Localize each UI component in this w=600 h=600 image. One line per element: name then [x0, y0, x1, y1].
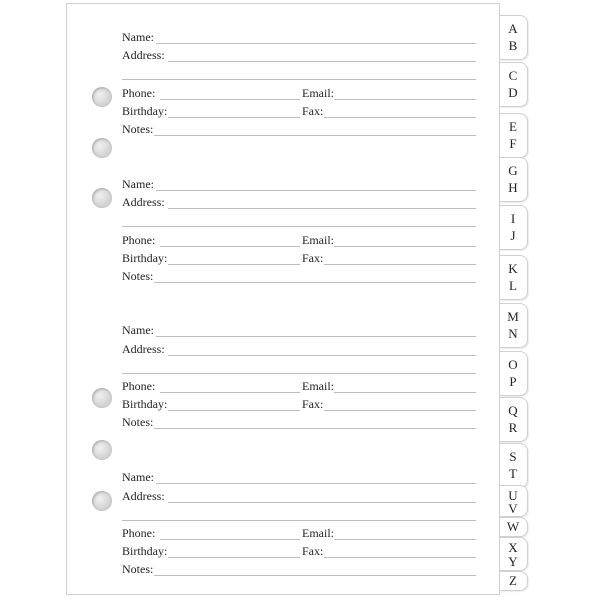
- tab-letter: V: [508, 501, 518, 516]
- tab-letter: K: [508, 261, 518, 276]
- punch-hole: [92, 87, 112, 107]
- tab-letter: Q: [508, 403, 518, 418]
- email-label: Email:: [302, 526, 334, 540]
- fax-label: Fax:: [302, 104, 324, 118]
- tab-letter: S: [509, 449, 517, 464]
- tab-q-r[interactable]: [500, 397, 528, 442]
- notes-line[interactable]: [154, 575, 476, 576]
- birthday-line[interactable]: [168, 557, 300, 558]
- tab-m-n[interactable]: [500, 303, 528, 348]
- fax-line[interactable]: [324, 557, 476, 558]
- address-label: Address:: [122, 48, 165, 62]
- birthday-line[interactable]: [168, 264, 300, 265]
- name-line[interactable]: [156, 336, 476, 337]
- punch-hole: [92, 138, 112, 158]
- tab-letter: I: [510, 211, 516, 226]
- tab-u-v[interactable]: [500, 485, 528, 517]
- address-line[interactable]: [168, 61, 476, 62]
- fax-line[interactable]: [324, 410, 476, 411]
- tab-g-h[interactable]: [500, 157, 528, 202]
- phone-line[interactable]: [160, 246, 300, 247]
- tab-letter: Z: [509, 573, 517, 588]
- email-line[interactable]: [334, 539, 476, 540]
- birthday-label: Birthday:: [122, 104, 168, 118]
- notes-label: Notes:: [122, 122, 154, 136]
- address-line-2[interactable]: [122, 79, 476, 80]
- punch-hole: [92, 188, 112, 208]
- address-line-2[interactable]: [122, 226, 476, 227]
- tab-w[interactable]: [500, 517, 528, 537]
- phone-line[interactable]: [160, 539, 300, 540]
- birthday-label: Birthday:: [122, 251, 168, 265]
- notes-line[interactable]: [154, 282, 476, 283]
- punch-hole: [92, 440, 112, 460]
- fax-label: Fax:: [302, 251, 324, 265]
- phone-label: Phone:: [122, 233, 156, 247]
- email-label: Email:: [302, 86, 334, 100]
- tab-i-j[interactable]: [500, 205, 528, 250]
- phone-line[interactable]: [160, 99, 300, 100]
- tab-c-d[interactable]: [500, 62, 528, 107]
- tab-a-b[interactable]: [500, 15, 528, 60]
- punch-hole: [92, 388, 112, 408]
- tab-letter: N: [508, 326, 518, 341]
- email-line[interactable]: [334, 246, 476, 247]
- name-label: Name:: [122, 323, 154, 337]
- name-line[interactable]: [156, 483, 476, 484]
- tab-letter: C: [508, 68, 518, 83]
- phone-label: Phone:: [122, 86, 156, 100]
- notes-label: Notes:: [122, 415, 154, 429]
- phone-line[interactable]: [160, 392, 300, 393]
- tab-k-l[interactable]: [500, 255, 528, 300]
- address-label: Address:: [122, 342, 165, 356]
- tab-letter: B: [508, 38, 518, 53]
- tab-letter: J: [510, 228, 516, 243]
- notes-line[interactable]: [154, 135, 476, 136]
- tab-letter: O: [508, 357, 518, 372]
- birthday-label: Birthday:: [122, 397, 168, 411]
- tab-letter: X: [508, 540, 518, 555]
- name-label: Name:: [122, 470, 154, 484]
- phone-label: Phone:: [122, 379, 156, 393]
- email-label: Email:: [302, 233, 334, 247]
- name-line[interactable]: [156, 43, 476, 44]
- tab-letter: P: [509, 374, 517, 389]
- address-line[interactable]: [168, 208, 476, 209]
- tab-x-y[interactable]: [500, 537, 528, 571]
- tab-letter: H: [508, 180, 518, 195]
- fax-label: Fax:: [302, 397, 324, 411]
- tab-letter: W: [506, 519, 520, 534]
- tab-e-f[interactable]: [500, 113, 528, 158]
- address-line-2[interactable]: [122, 520, 476, 521]
- birthday-line[interactable]: [168, 410, 300, 411]
- name-label: Name:: [122, 30, 154, 44]
- tab-letter: G: [508, 163, 518, 178]
- address-line-2[interactable]: [122, 373, 476, 374]
- notes-label: Notes:: [122, 269, 154, 283]
- birthday-label: Birthday:: [122, 544, 168, 558]
- notes-label: Notes:: [122, 562, 154, 576]
- alphabet-index-tabs: [500, 5, 534, 595]
- tab-letter: U: [508, 488, 518, 503]
- tab-letter: M: [507, 309, 519, 324]
- tab-o-p[interactable]: [500, 351, 528, 396]
- fax-line[interactable]: [324, 117, 476, 118]
- tab-letter: Y: [508, 554, 518, 569]
- tab-letter: D: [508, 85, 518, 100]
- address-label: Address:: [122, 195, 165, 209]
- address-label: Address:: [122, 489, 165, 503]
- tab-letter: R: [508, 420, 518, 435]
- tab-z[interactable]: [500, 571, 528, 591]
- tab-letter: F: [509, 136, 517, 151]
- email-line[interactable]: [334, 392, 476, 393]
- tab-letter: A: [508, 21, 518, 36]
- name-line[interactable]: [156, 190, 476, 191]
- tab-letter: T: [509, 466, 517, 481]
- fax-line[interactable]: [324, 264, 476, 265]
- fax-label: Fax:: [302, 544, 324, 558]
- address-line[interactable]: [168, 502, 476, 503]
- tab-letter: E: [509, 119, 517, 134]
- notes-line[interactable]: [154, 428, 476, 429]
- phone-label: Phone:: [122, 526, 156, 540]
- punch-hole: [92, 491, 112, 511]
- email-line[interactable]: [334, 99, 476, 100]
- address-line[interactable]: [168, 355, 476, 356]
- birthday-line[interactable]: [168, 117, 300, 118]
- tab-letter: L: [509, 278, 517, 293]
- email-label: Email:: [302, 379, 334, 393]
- name-label: Name:: [122, 177, 154, 191]
- tab-s-t[interactable]: [500, 443, 528, 488]
